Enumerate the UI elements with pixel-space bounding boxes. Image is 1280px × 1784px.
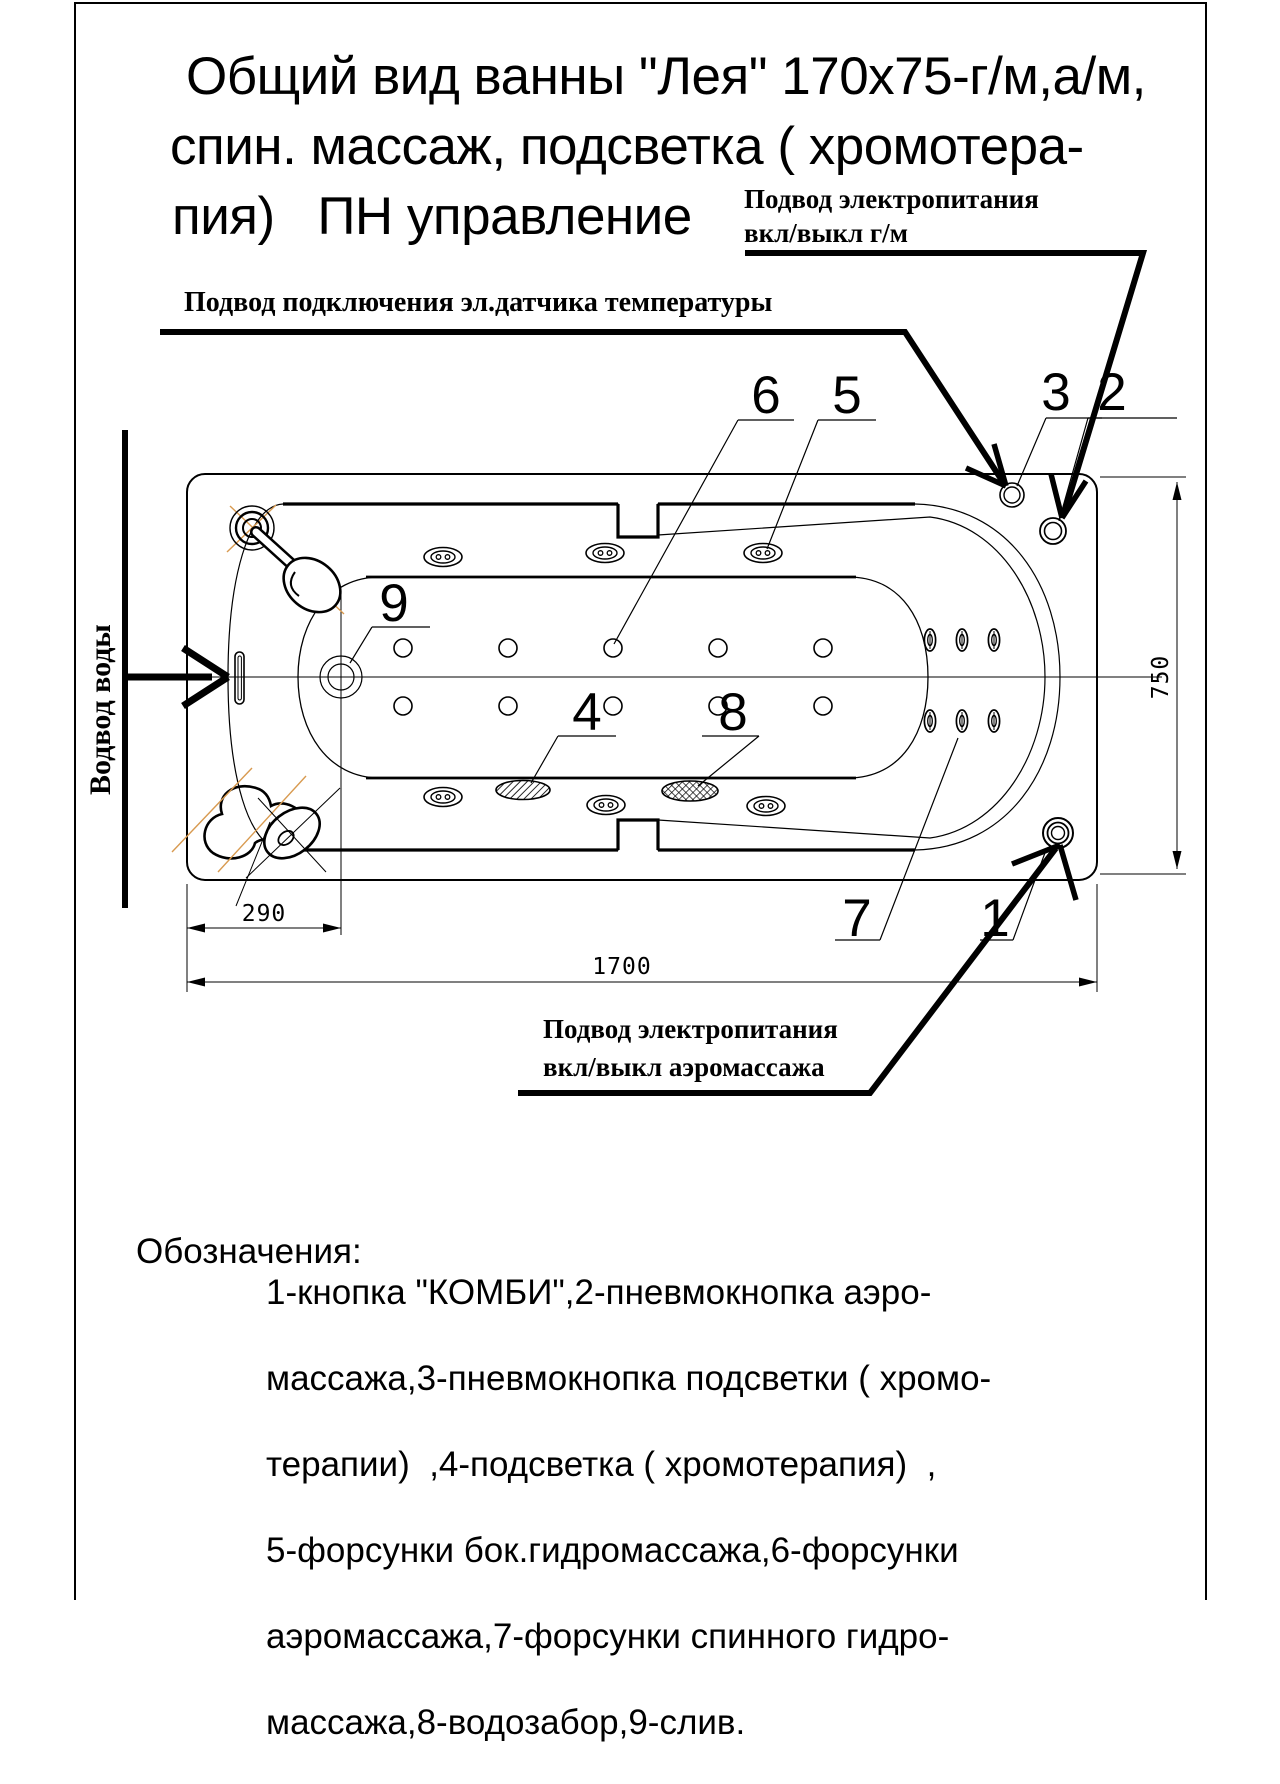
title-line-3: пия) ПН управление — [172, 187, 692, 246]
label-power-gm-line1: Подвод электропитания — [744, 184, 1039, 214]
dimension-arrowheads — [187, 482, 1182, 987]
callout-3: 3 — [1041, 363, 1071, 422]
callout-4: 4 — [572, 683, 602, 742]
callout-8: 8 — [718, 683, 748, 742]
chromo-light — [496, 781, 550, 800]
faucet — [227, 505, 351, 623]
legend-line-5: аэромассажа,7-форсунки спинного гидро- — [266, 1617, 950, 1656]
overflow-slot — [235, 652, 244, 704]
legend-line-6: массажа,8-водозабор,9-слив. — [266, 1703, 746, 1742]
callout-7: 7 — [842, 889, 872, 948]
legend-body — [266, 1232, 991, 1784]
legend-line-4: 5-форсунки бок.гидромассажа,6-форсунки — [266, 1531, 959, 1570]
legend-line-1: 1-кнопка "КОМБИ",2-пневмокнопка аэро- — [266, 1273, 932, 1312]
label-power-aero-line2: вкл/выкл аэромассажа — [543, 1052, 825, 1082]
back-jets — [924, 629, 999, 732]
hydro-jets — [424, 544, 785, 816]
dim-750: 750 — [1148, 654, 1174, 700]
water-intake — [662, 781, 718, 801]
callout-5: 5 — [832, 366, 862, 425]
label-power-aero-line1: Подвод электропитания — [543, 1014, 838, 1044]
dim-290: 290 — [241, 901, 287, 927]
aero-button-2 — [1040, 518, 1066, 544]
title-line-1: Общий вид ванны "Лея" 170х75-г/м,а/м, — [186, 47, 1146, 106]
callout-9: 9 — [379, 574, 409, 633]
callout-2: 2 — [1097, 363, 1127, 422]
label-temp-sensor: Подвод подключения эл.датчика температуры — [184, 287, 773, 318]
legend-line-2: массажа,3-пневмокнопка подсветки ( хромо- — [266, 1359, 992, 1398]
dim-1700: 1700 — [592, 954, 652, 980]
label-power-gm-line2: вкл/выкл г/м — [744, 218, 909, 248]
leader-4 — [531, 736, 616, 783]
label-water-inlet: Водвод воды — [84, 624, 117, 795]
title-line-2: спин. массаж, подсветка ( хромотера- — [170, 117, 1084, 176]
leader-5 — [767, 420, 876, 549]
legend-line-3: терапии) ,4-подсветка ( хромотерапия) , — [266, 1445, 937, 1484]
temp-sensor-arrow-line — [160, 332, 1003, 482]
callout-1: 1 — [980, 889, 1010, 948]
callout-leaders — [350, 418, 1177, 940]
legend-heading: Обозначения: — [136, 1232, 362, 1271]
callout-6: 6 — [751, 366, 781, 425]
